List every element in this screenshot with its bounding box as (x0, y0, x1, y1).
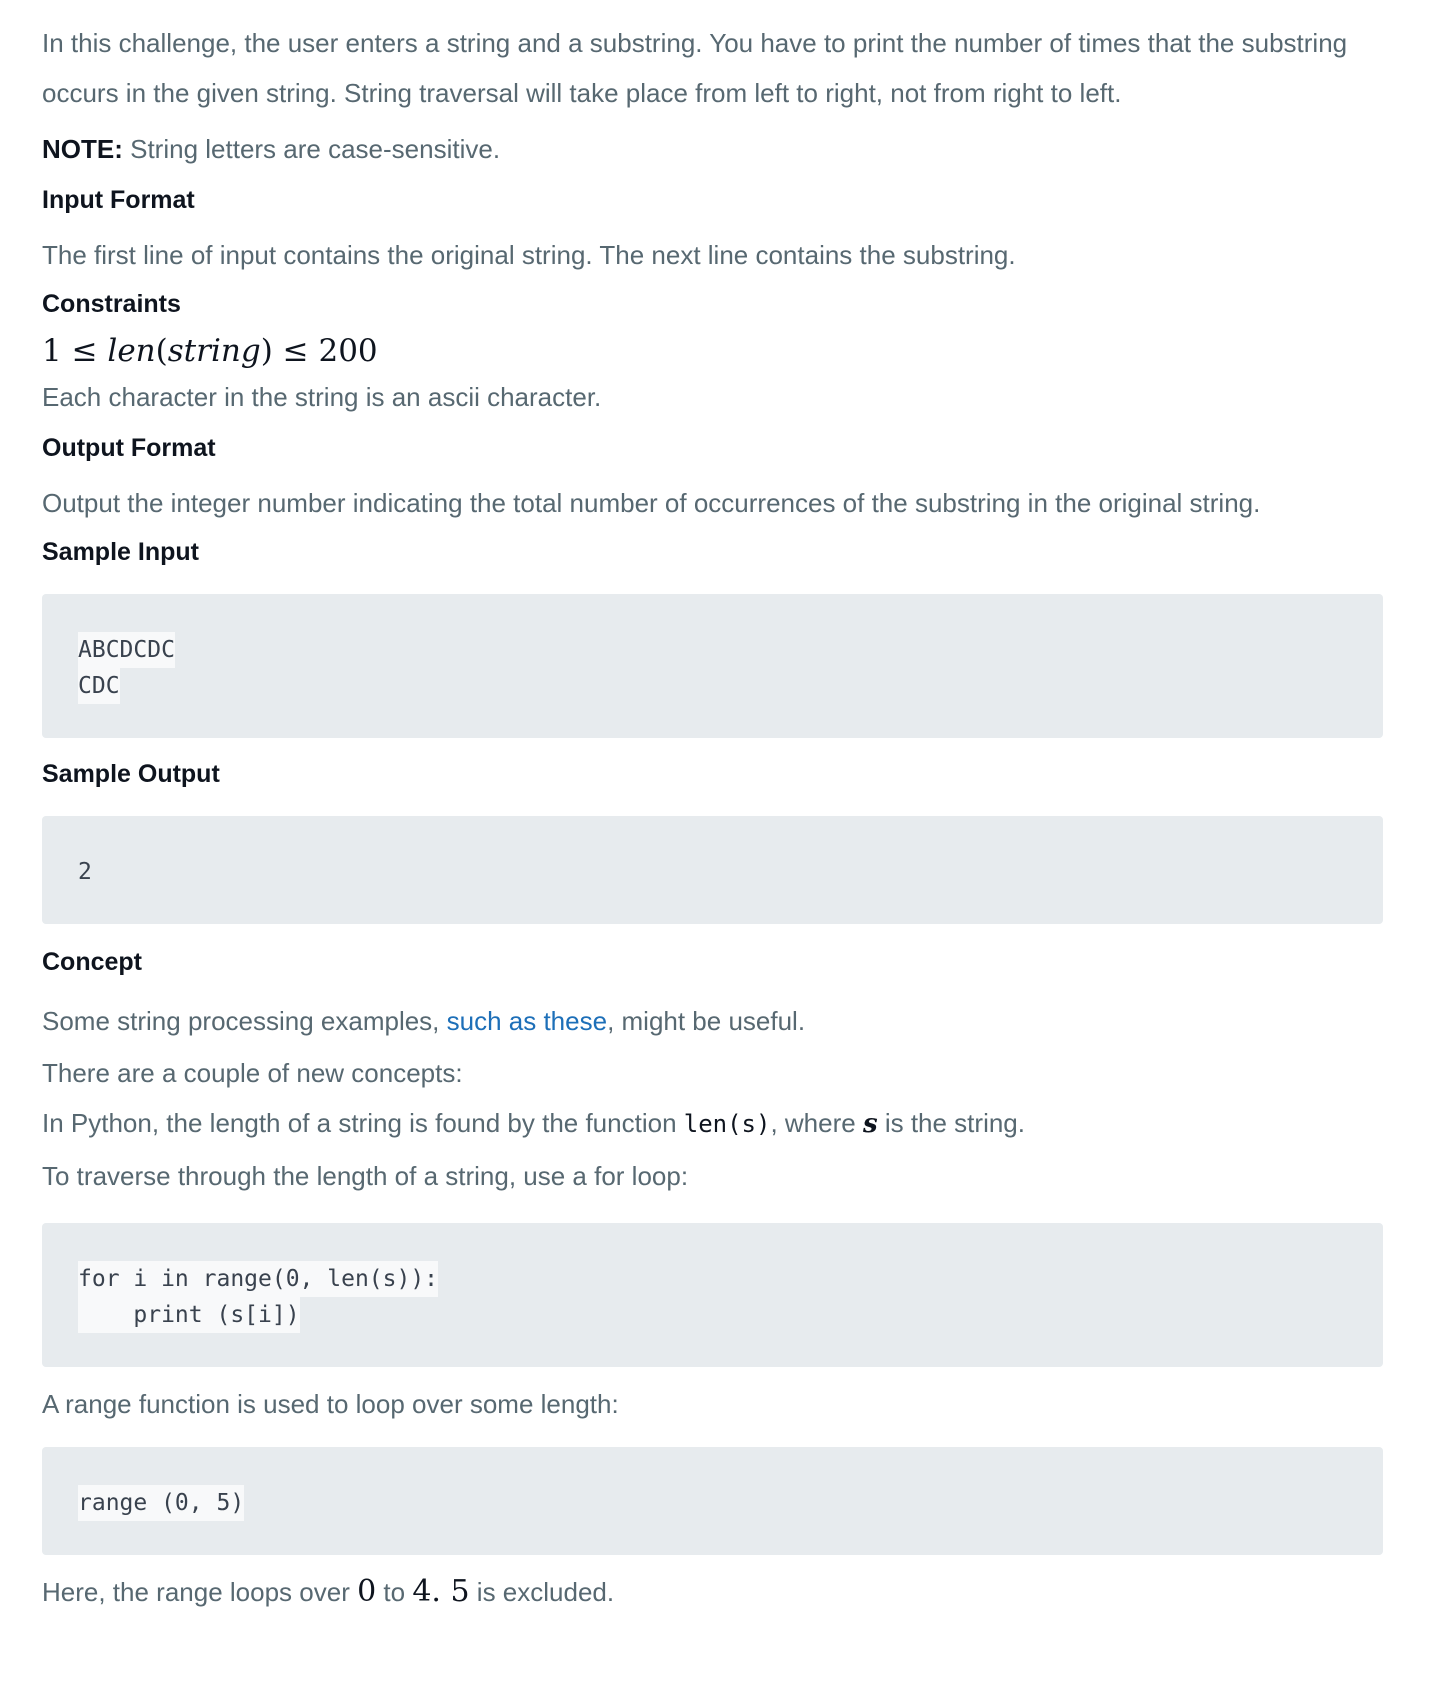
concept-paragraph-2: There are a couple of new concepts: (42, 1058, 463, 1088)
var-s: s (862, 1109, 878, 1139)
code-line: range (0, 5) (78, 1485, 244, 1521)
constraint-max: 200 (318, 333, 378, 369)
concept-p6-tail: is excluded. (469, 1577, 615, 1607)
range-code (78, 1485, 1347, 1521)
challenge-statement (42, 0, 1383, 1617)
concept-paragraph-3 (42, 1098, 1383, 1149)
for-loop-code-block (42, 1223, 1383, 1367)
sample-output-line: 2 (78, 859, 92, 885)
sample-input-heading: Sample Input (42, 538, 199, 566)
intro-line-1: In this challenge, the user enters a string and a substring. You have to print the number of times that the substring (42, 28, 1348, 58)
sample-input-line: ABCDCDC (78, 632, 175, 668)
constraint-arg: string (167, 333, 261, 369)
sample-input-block (42, 594, 1383, 738)
concept-heading: Concept (42, 948, 142, 976)
constraints-text: Each character in the string is an ascii character. (42, 382, 602, 412)
concept-p3-mid: , where (770, 1108, 863, 1138)
output-format-text: Output the integer number indicating the total number of occurrences of the substring in the original string. (42, 488, 1261, 518)
concept-p1-text: Some string processing examples, (42, 1006, 447, 1036)
concept-paragraph-6 (42, 1567, 1383, 1617)
such-as-these-link[interactable]: such as these (446, 1006, 608, 1036)
note-paragraph (42, 124, 1383, 174)
constraint-formula: 1 ≤ len(string) ≤ 200 (42, 333, 378, 369)
note-text: String letters are case-sensitive. (122, 134, 501, 164)
concept-paragraph-5: A range function is used to loop over some length: (42, 1389, 619, 1419)
concept-paragraph-4: To traverse through the length of a string, use a for loop: (42, 1161, 689, 1191)
concept-p1-tail: , might be useful. (607, 1006, 806, 1036)
constraints-heading: Constraints (42, 290, 181, 318)
concept-p3-tail: is the string. (877, 1108, 1025, 1138)
code-line: for i in range(0, len(s)): (78, 1261, 438, 1297)
concept-paragraph-1 (42, 996, 1383, 1046)
input-format-text: The first line of input contains the original string. The next line contains the substring. (42, 240, 1016, 270)
range-code-block (42, 1447, 1383, 1555)
input-format-heading: Input Format (42, 186, 195, 214)
len-inline-code: len(s) (683, 1110, 771, 1138)
output-format-heading: Output Format (42, 434, 216, 462)
sample-output-block (42, 816, 1383, 924)
sample-output-code (78, 854, 1347, 890)
concept-p6-to: to (376, 1577, 413, 1607)
sample-input-line: CDC (78, 668, 120, 704)
concept-p3-text: In Python, the length of a string is found by the function (42, 1108, 684, 1138)
constraint-le-2: ≤ (272, 333, 319, 369)
constraint-min: 1 (42, 333, 62, 369)
range-end: 4 (412, 1574, 432, 1609)
intro-line-2: occurs in the given string. String traversal will take place from left to right, not from right to left. (42, 78, 1122, 108)
note-label: NOTE: (42, 134, 123, 164)
sample-output-heading: Sample Output (42, 760, 220, 788)
for-loop-code (78, 1261, 1347, 1333)
sample-input-code (78, 632, 1347, 704)
constraint-fn: len (107, 333, 156, 369)
range-excluded: 5 (450, 1574, 470, 1609)
concept-p6-dot: . (431, 1574, 451, 1609)
concept-p6-text: Here, the range loops over (42, 1577, 358, 1607)
code-line: print (s[i]) (78, 1297, 300, 1333)
constraint-le-1: ≤ (61, 333, 108, 369)
range-start: 0 (357, 1574, 377, 1609)
